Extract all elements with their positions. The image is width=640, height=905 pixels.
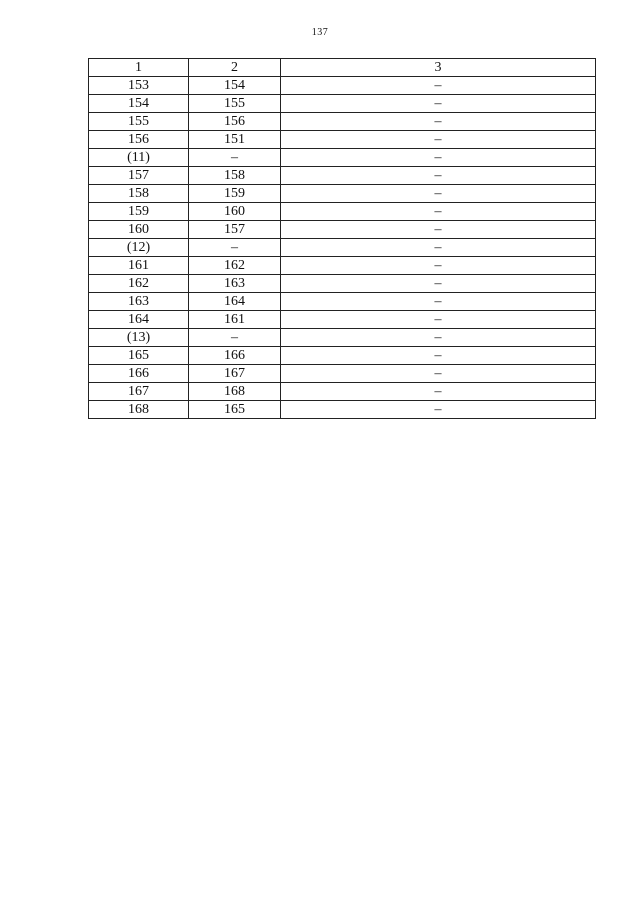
- table-row: [89, 383, 596, 401]
- table-cell: 155: [189, 95, 281, 113]
- table-cell: 157: [189, 221, 281, 239]
- table-cell: –: [281, 77, 596, 95]
- table-cell: (11): [89, 149, 189, 167]
- table-cell: 166: [89, 365, 189, 383]
- page-number: 137: [311, 27, 329, 38]
- table-cell: –: [281, 113, 596, 131]
- table-cell: –: [281, 185, 596, 203]
- table-cell: –: [189, 239, 281, 257]
- table-cell: –: [281, 149, 596, 167]
- table-cell: 156: [89, 131, 189, 149]
- table-cell: 163: [89, 293, 189, 311]
- table-cell: 165: [189, 401, 281, 419]
- table-row: [89, 185, 596, 203]
- table-row: [89, 293, 596, 311]
- table-cell: 168: [189, 383, 281, 401]
- table-cell: 159: [89, 203, 189, 221]
- table-cell: 162: [189, 257, 281, 275]
- table-cell: 167: [189, 365, 281, 383]
- table-cell: –: [281, 293, 596, 311]
- table-cell: 153: [89, 77, 189, 95]
- table-cell: 158: [189, 167, 281, 185]
- table-cell: 155: [89, 113, 189, 131]
- table-row: [89, 365, 596, 383]
- table-cell: 157: [89, 167, 189, 185]
- table-cell: –: [281, 329, 596, 347]
- table-row: [89, 167, 596, 185]
- table-cell: 162: [89, 275, 189, 293]
- table-row: [89, 257, 596, 275]
- table-cell: –: [281, 203, 596, 221]
- table-row: [89, 311, 596, 329]
- table-cell: –: [281, 221, 596, 239]
- table-cell: –: [189, 329, 281, 347]
- table-row: [89, 95, 596, 113]
- table-cell: –: [281, 347, 596, 365]
- table-cell: 156: [189, 113, 281, 131]
- table-cell: 158: [89, 185, 189, 203]
- table-row: [89, 113, 596, 131]
- table-cell: 166: [189, 347, 281, 365]
- table-cell: –: [281, 311, 596, 329]
- table-cell: 168: [89, 401, 189, 419]
- table-row: [89, 329, 596, 347]
- table-cell: 165: [89, 347, 189, 365]
- table-cell: –: [281, 275, 596, 293]
- table-row: [89, 275, 596, 293]
- table-cell: –: [281, 365, 596, 383]
- table-cell: 151: [189, 131, 281, 149]
- table-row: [89, 401, 596, 419]
- table-cell: 160: [189, 203, 281, 221]
- column-header: 1: [89, 59, 189, 77]
- table-row: [89, 203, 596, 221]
- table-row: [89, 149, 596, 167]
- table-cell: 163: [189, 275, 281, 293]
- column-header: 3: [281, 59, 596, 77]
- table-row: [89, 347, 596, 365]
- table-cell: 164: [89, 311, 189, 329]
- table-cell: 164: [189, 293, 281, 311]
- table-cell: –: [281, 167, 596, 185]
- table-row: [89, 239, 596, 257]
- table-cell: 161: [189, 311, 281, 329]
- data-table: [88, 58, 596, 419]
- table-cell: 159: [189, 185, 281, 203]
- table-cell: –: [281, 401, 596, 419]
- table-row: [89, 77, 596, 95]
- table-header-row: [89, 59, 596, 77]
- table-cell: 161: [89, 257, 189, 275]
- table-cell: –: [281, 131, 596, 149]
- table-cell: (12): [89, 239, 189, 257]
- column-header: 2: [189, 59, 281, 77]
- table-cell: –: [281, 383, 596, 401]
- table-cell: –: [281, 257, 596, 275]
- table-cell: 154: [189, 77, 281, 95]
- table-cell: 154: [89, 95, 189, 113]
- table-cell: –: [281, 95, 596, 113]
- table-row: [89, 221, 596, 239]
- table-cell: (13): [89, 329, 189, 347]
- table-row: [89, 131, 596, 149]
- table-cell: 160: [89, 221, 189, 239]
- table-cell: –: [189, 149, 281, 167]
- table-cell: –: [281, 239, 596, 257]
- table-cell: 167: [89, 383, 189, 401]
